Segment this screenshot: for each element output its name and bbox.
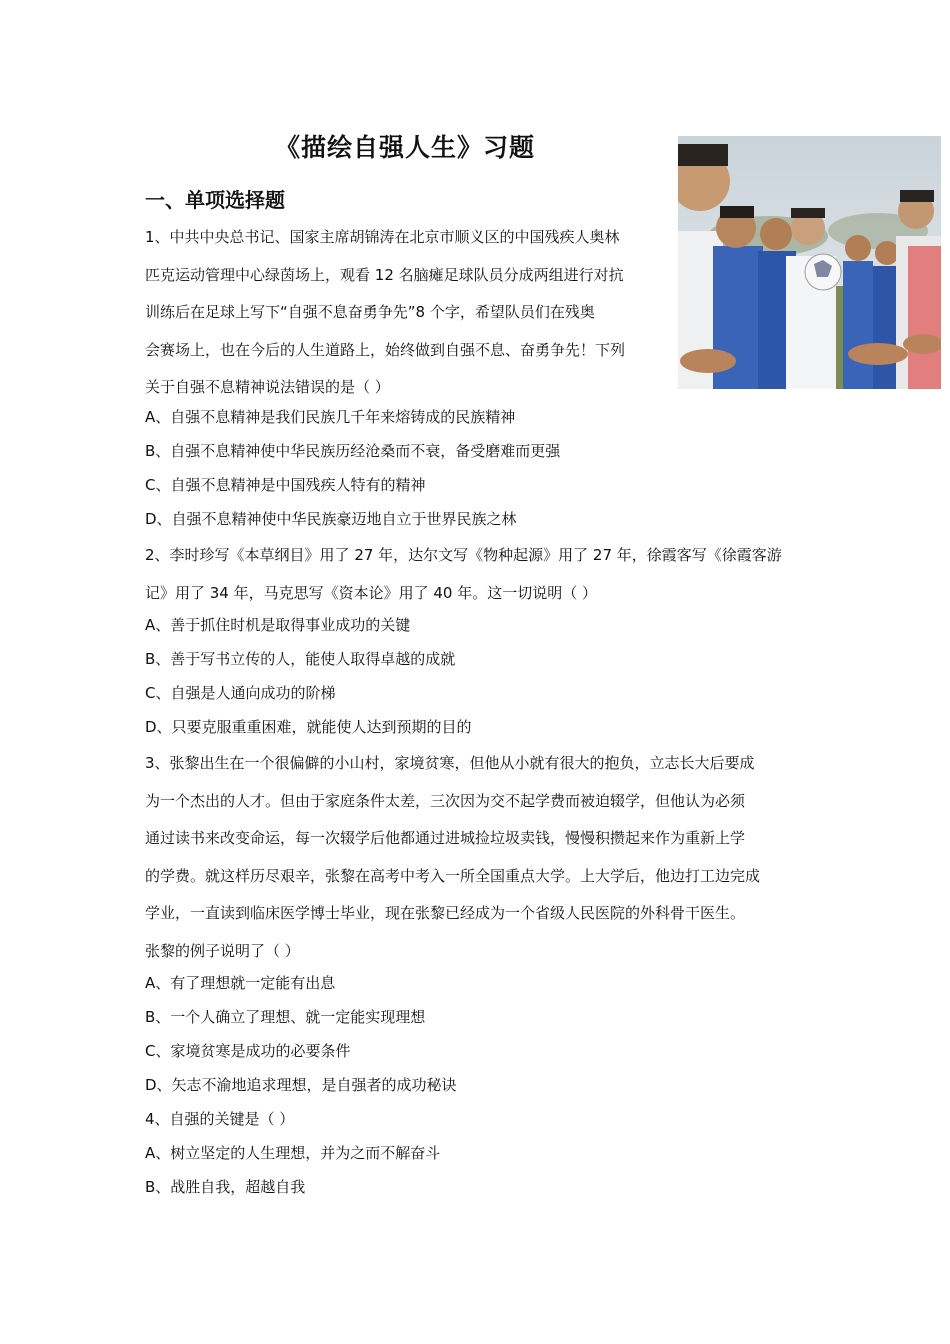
question-1-options xyxy=(145,400,825,536)
option-a: A、树立坚定的人生理想，并为之而不解奋斗 xyxy=(145,1144,441,1162)
option-c: C、家境贫寒是成功的必要条件 xyxy=(145,1042,351,1060)
question-3-options xyxy=(145,966,825,1102)
question-3-line: 通过读书来改变命运，每一次辍学后他都通过进城捡垃圾卖钱，慢慢积攒起来作为重新上学 xyxy=(145,829,746,847)
question-1-stem xyxy=(145,219,665,407)
question-2-line: 2、李时珍写《本草纲目》用了 27 年，达尔文写《物种起源》用了 27 年，徐霞客写《徐霞客游 xyxy=(145,546,782,564)
question-3-line: 3、张黎出生在一个很偏僻的小山村，家境贫寒，但他从小就有很大的抱负，立志长大后要成 xyxy=(145,754,755,772)
option-a: A、善于抓住时机是取得事业成功的关键 xyxy=(145,616,411,634)
option-b: B、一个人确立了理想、就一定能实现理想 xyxy=(145,1008,426,1026)
question-3-line: 学业，一直读到临床医学博士毕业，现在张黎已经成为一个省级人民医院的外科骨干医生。 xyxy=(145,904,746,922)
option-a: A、自强不息精神是我们民族几千年来熔铸成的民族精神 xyxy=(145,408,516,426)
question-2-options xyxy=(145,608,825,744)
soccer-team-photo xyxy=(678,136,941,389)
question-2-stem xyxy=(145,537,815,612)
page-title: 《描绘自强人生》习题 xyxy=(274,133,535,162)
question-3-line: 张黎的例子说明了（ ） xyxy=(145,941,300,960)
option-c: C、自强不息精神是中国残疾人特有的精神 xyxy=(145,476,426,494)
question-4-stem: 4、自强的关键是（ ） xyxy=(145,1110,295,1128)
question-2-line: 记》用了 34 年，马克思写《资本论》用了 40 年。这一切说明（ ） xyxy=(145,583,598,602)
question-1-line: 匹克运动管理中心绿茵场上，观看 12 名脑瘫足球队员分成两组进行对抗 xyxy=(145,265,624,284)
option-d: D、自强不息精神使中华民族豪迈地自立于世界民族之林 xyxy=(145,510,517,528)
option-a: A、有了理想就一定能有出息 xyxy=(145,974,336,992)
option-d: D、矢志不渝地追求理想，是自强者的成功秘诀 xyxy=(145,1076,457,1094)
question-3-line: 的学费。就这样历尽艰辛，张黎在高考中考入一所全国重点大学。上大学后，他边打工边完成 xyxy=(145,866,761,885)
question-1-line: 会赛场上，也在今后的人生道路上，始终做到自强不息、奋勇争先！下列 xyxy=(145,340,626,359)
question-4 xyxy=(145,1102,825,1204)
question-3-line: 为一个杰出的人才。但由于家庭条件太差，三次因为交不起学费而被迫辍学，但他认为必须 xyxy=(145,791,746,810)
section-heading: 一、单项选择题 xyxy=(145,188,285,212)
option-b: B、善于写书立传的人，能使人取得卓越的成就 xyxy=(145,650,456,668)
option-c: C、自强是人通向成功的阶梯 xyxy=(145,684,336,702)
question-1-line: 训练后在足球上写下“自强不息奋勇争先”8 个字，希望队员们在残奥 xyxy=(145,303,595,321)
option-d: D、只要克服重重困难，就能使人达到预期的目的 xyxy=(145,718,472,736)
question-1-line: 关于自强不息精神说法错误的是（ ） xyxy=(145,378,390,396)
question-3-stem xyxy=(145,745,815,970)
option-b: B、战胜自我，超越自我 xyxy=(145,1178,306,1196)
question-1-line: 1、中共中央总书记、国家主席胡锦涛在北京市顺义区的中国残疾人奥林 xyxy=(145,228,620,246)
option-b: B、自强不息精神使中华民族历经沧桑而不衰，备受磨难而更强 xyxy=(145,442,561,460)
